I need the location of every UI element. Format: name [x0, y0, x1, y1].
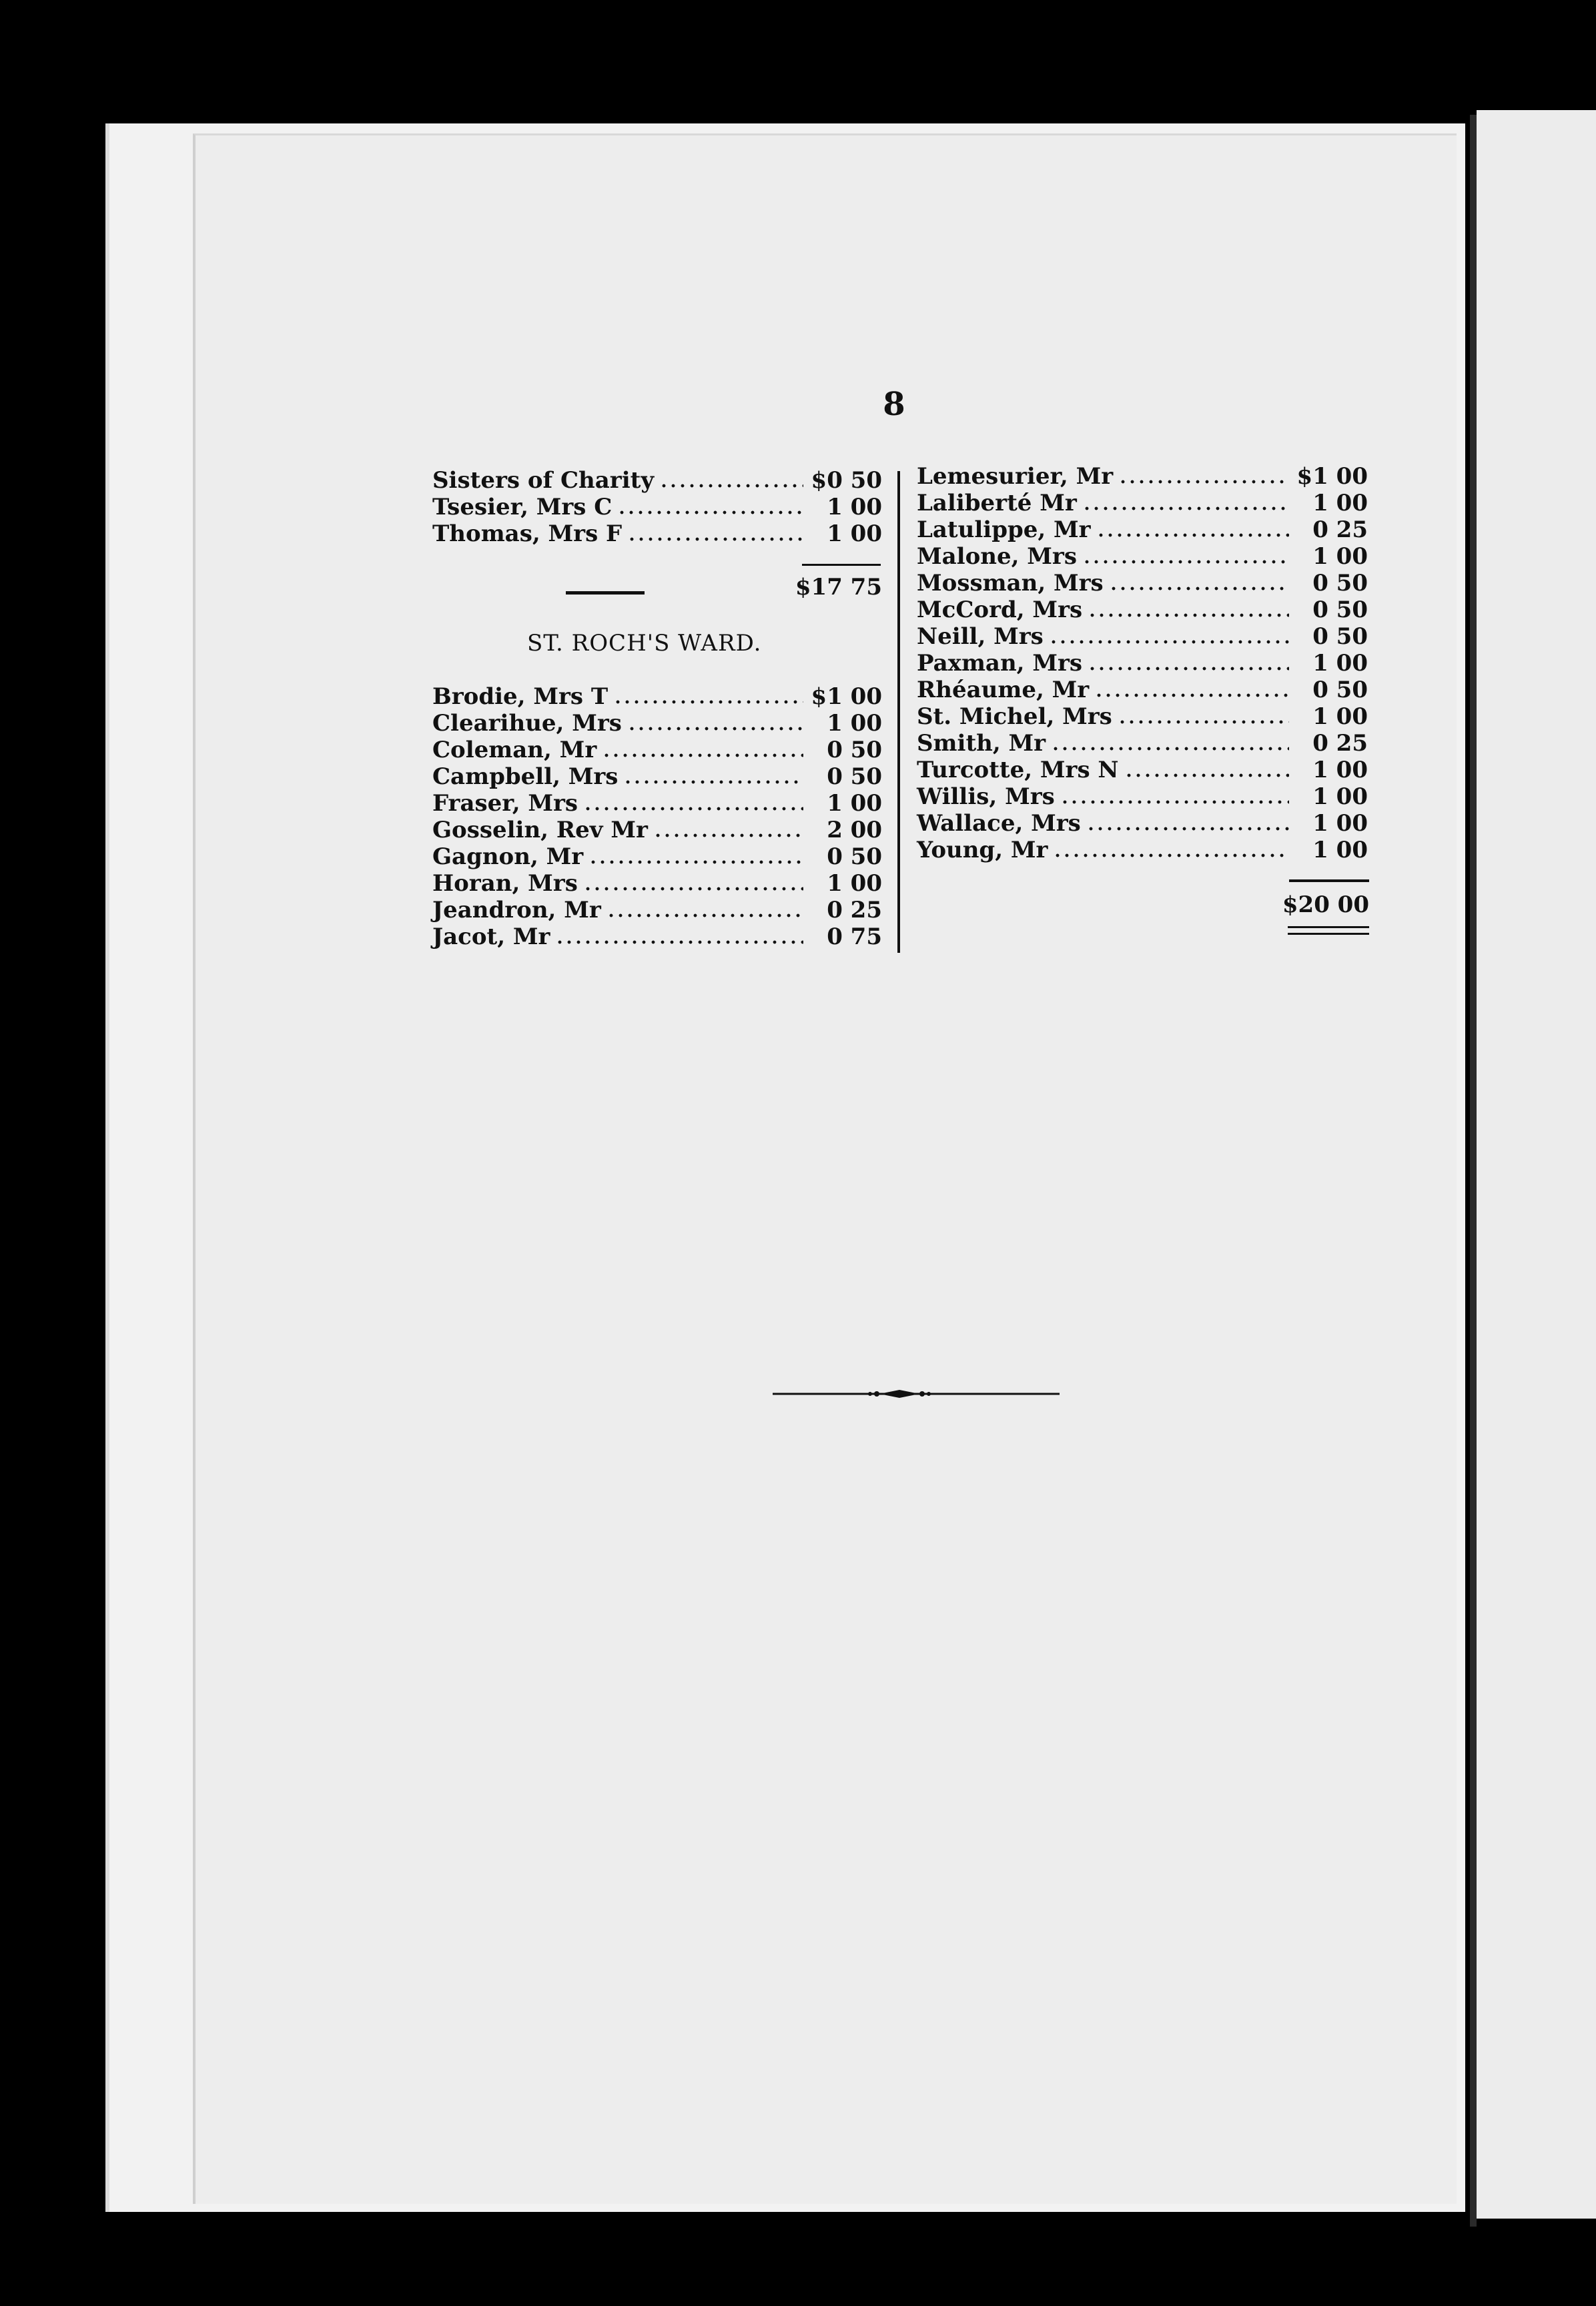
ledger-row — [432, 710, 882, 737]
donation-amount: 1 00 — [827, 520, 882, 547]
donation-amount: 1 00 — [1312, 783, 1368, 810]
donor-name: Sisters of Charity — [432, 467, 655, 494]
ledger-row — [917, 597, 1368, 623]
leader-dots — [1082, 559, 1289, 564]
donor-name: Smith, Mr — [917, 730, 1046, 757]
donor-name: Clearihue, Mrs — [432, 710, 622, 737]
donor-name: Latulippe, Mr — [917, 516, 1091, 543]
donation-amount: $1 00 — [1296, 463, 1368, 490]
donation-amount: 1 00 — [1312, 543, 1368, 570]
ward-heading: ST. ROCH'S WARD. — [527, 630, 762, 657]
double-rule-bottom — [1288, 933, 1369, 935]
adjacent-page-edge — [1477, 110, 1596, 2219]
leader-dots — [627, 726, 803, 731]
scanned-page — [105, 123, 1465, 2212]
donor-name: Paxman, Mrs — [917, 650, 1083, 677]
leader-dots — [1051, 746, 1289, 751]
donation-amount: 0 50 — [1312, 570, 1368, 597]
donor-name: Jacot, Mr — [432, 923, 550, 950]
donor-name: Jeandron, Mr — [432, 897, 601, 923]
donor-name: St. Michel, Mrs — [917, 703, 1112, 730]
donor-name: Willis, Mrs — [917, 783, 1055, 810]
donation-amount: 0 25 — [1312, 730, 1368, 757]
donation-amount: 1 00 — [827, 710, 882, 737]
donation-amount: 1 00 — [1312, 810, 1368, 837]
ledger-row — [917, 463, 1368, 490]
donation-amount: 1 00 — [1312, 650, 1368, 677]
leader-dots — [1124, 773, 1289, 778]
donation-amount: 1 00 — [827, 494, 882, 520]
leader-dots — [1088, 666, 1289, 671]
ledger-row — [917, 783, 1368, 810]
ledger-row — [432, 897, 882, 923]
donor-name: Wallace, Mrs — [917, 810, 1081, 837]
leader-dots — [1094, 693, 1289, 698]
ornament-divider-icon — [773, 1387, 1060, 1401]
ledger-row — [917, 730, 1368, 757]
ledger-row — [917, 543, 1368, 570]
donation-amount: 0 25 — [827, 897, 882, 923]
ledger-row — [432, 817, 882, 843]
page-gutter — [1470, 115, 1477, 2227]
ledger-row — [917, 757, 1368, 783]
donation-amount: 0 75 — [827, 923, 882, 950]
donor-name: Rhéaume, Mr — [917, 677, 1090, 703]
donation-amount: 0 50 — [827, 737, 882, 763]
leader-dots — [1118, 479, 1289, 484]
donor-name: Malone, Mrs — [917, 543, 1077, 570]
leader-dots — [1053, 853, 1289, 858]
ledger-row — [432, 737, 882, 763]
donor-name: Neill, Mrs — [917, 623, 1044, 650]
leader-dots — [555, 939, 803, 945]
donor-name: Turcotte, Mrs N — [917, 757, 1119, 783]
ledger-row — [917, 623, 1368, 650]
leader-dots — [1088, 613, 1289, 618]
ledger-row — [432, 494, 882, 520]
donation-amount: 0 50 — [1312, 597, 1368, 623]
ledger-row — [432, 923, 882, 950]
donation-amount: 1 00 — [1312, 703, 1368, 730]
ledger-row — [432, 763, 882, 790]
left-subtotal: $17 75 — [795, 574, 882, 601]
double-rule-top — [1288, 926, 1369, 928]
leader-dots — [588, 859, 803, 865]
ledger-row — [432, 683, 882, 710]
leader-dots — [1118, 719, 1289, 725]
short-dash-separator — [566, 591, 645, 595]
donor-name: Young, Mr — [917, 837, 1048, 863]
donor-name: Thomas, Mrs F — [432, 520, 623, 547]
leader-dots — [1049, 639, 1289, 645]
donor-name: Lemesurier, Mr — [917, 463, 1114, 490]
donation-amount: $1 00 — [811, 683, 882, 710]
ledger-row — [917, 837, 1368, 863]
ledger-row — [917, 516, 1368, 543]
donation-amount: 0 50 — [827, 763, 882, 790]
donation-amount: 1 00 — [827, 870, 882, 897]
page-number: 8 — [883, 386, 905, 423]
leader-dots — [653, 833, 803, 838]
donor-name: Campbell, Mrs — [432, 763, 619, 790]
leader-dots — [623, 779, 803, 785]
donation-amount: 0 25 — [1312, 516, 1368, 543]
ledger-row — [917, 677, 1368, 703]
donation-amount: 0 50 — [827, 843, 882, 870]
donor-name: Gagnon, Mr — [432, 843, 584, 870]
leader-dots — [659, 483, 803, 488]
donor-name: Fraser, Mrs — [432, 790, 578, 817]
subtotal-rule — [802, 564, 881, 566]
donor-name: Coleman, Mr — [432, 737, 597, 763]
total-rule — [1289, 879, 1369, 882]
leader-dots — [583, 806, 803, 811]
ledger-row — [917, 570, 1368, 597]
donation-amount: 1 00 — [1312, 490, 1368, 516]
leader-dots — [1060, 799, 1289, 805]
right-total: $20 00 — [1282, 891, 1369, 918]
donor-name: Brodie, Mrs T — [432, 683, 609, 710]
leader-dots — [583, 886, 803, 891]
column-divider — [897, 471, 900, 953]
leader-dots — [1082, 506, 1289, 511]
leader-dots — [1109, 586, 1289, 591]
donation-amount: 0 50 — [1312, 677, 1368, 703]
donor-name: Horan, Mrs — [432, 870, 578, 897]
donation-amount: 1 00 — [1312, 837, 1368, 863]
ledger-row — [917, 810, 1368, 837]
donation-amount: 2 00 — [827, 817, 882, 843]
donor-name: Tsesier, Mrs C — [432, 494, 613, 520]
leader-dots — [627, 536, 803, 542]
ledger-row — [917, 650, 1368, 677]
ledger-row — [917, 703, 1368, 730]
ledger-row — [917, 490, 1368, 516]
ledger-row — [432, 790, 882, 817]
ledger-row — [432, 843, 882, 870]
donor-name: Mossman, Mrs — [917, 570, 1104, 597]
page-inner-sheet — [193, 133, 1457, 2204]
leader-dots — [613, 699, 803, 705]
donation-amount: 1 00 — [1312, 757, 1368, 783]
ledger-row — [432, 520, 882, 547]
ledger-row — [432, 467, 882, 494]
donor-name: McCord, Mrs — [917, 597, 1083, 623]
donation-amount: 0 50 — [1312, 623, 1368, 650]
donor-name: Laliberté Mr — [917, 490, 1077, 516]
leader-dots — [602, 753, 803, 758]
leader-dots — [1096, 532, 1289, 538]
donation-amount: $0 50 — [811, 467, 882, 494]
donation-amount: 1 00 — [827, 790, 882, 817]
leader-dots — [1086, 826, 1289, 831]
ledger-row — [432, 870, 882, 897]
leader-dots — [607, 913, 803, 918]
donor-name: Gosselin, Rev Mr — [432, 817, 648, 843]
leader-dots — [617, 510, 803, 515]
